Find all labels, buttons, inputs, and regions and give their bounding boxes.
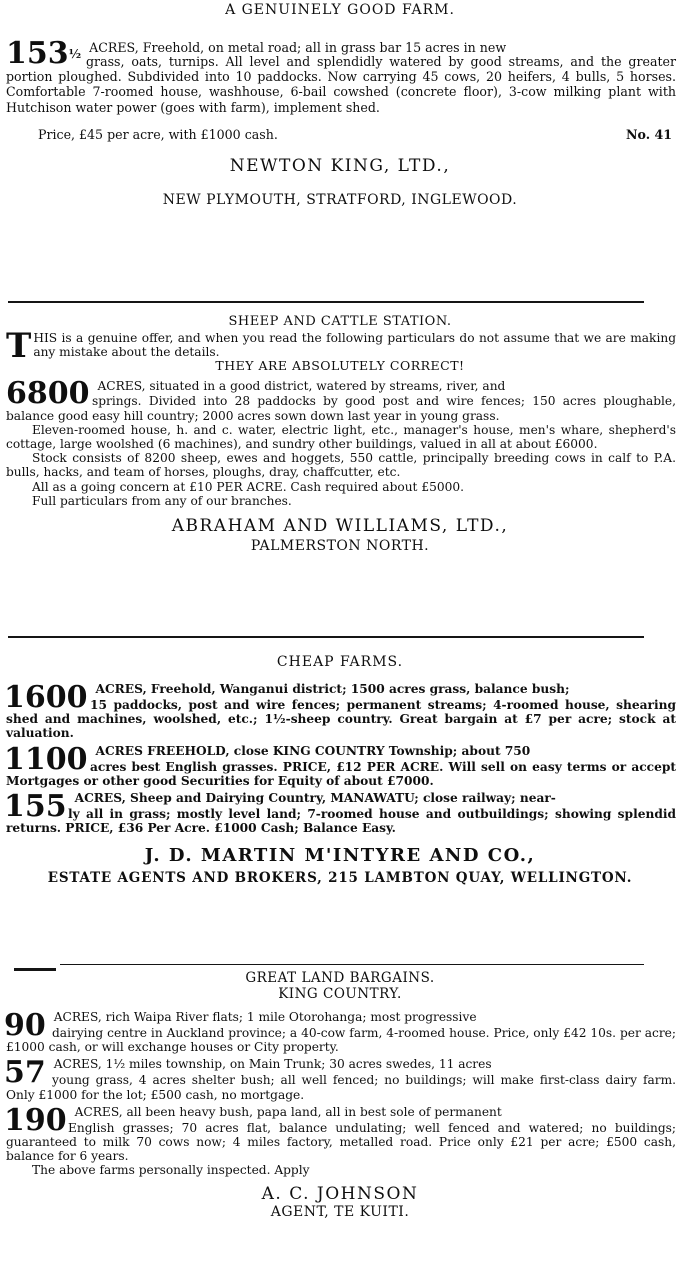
acreage-number: 190 — [4, 1102, 67, 1138]
listing-90 — [0, 1010, 680, 1054]
listing-body: young grass, 4 acres shelter bush; all well fenced; no buildings; will make first-class dairy farm. Only £1000 for the lot; £500 cash, no mortgage. — [6, 1073, 676, 1102]
firm-name: ABRAHAM AND WILLIAMS, LTD., — [171, 516, 509, 537]
intro-paragraph: THIS is a genuine offer, and when you read the following particulars do not assume that we are making any mistake about the details. — [6, 326, 676, 366]
listing-first-line: ACRES, Freehold, on metal road; all in grass bar 15 acres in new — [89, 40, 507, 55]
acreage-number: 90 — [4, 1008, 46, 1043]
listing-body: dairying centre in Auckland province; a 40-cow farm, 4-roomed house. Price, only £42 10s. per acre; £1000 cash, or will exchange houses or City property. — [6, 1026, 676, 1055]
price-text: Price, £45 per acre, with £1000 cash. — [38, 126, 278, 142]
listing-first-line: ACRES, Freehold, Wanganui district; 1500 acres grass, balance bush; — [95, 682, 570, 696]
reference-number: No. 41 — [626, 126, 672, 142]
agent-title: AGENT, TE KUITI. — [270, 1203, 410, 1220]
drop-cap: T — [6, 326, 32, 366]
price-row — [0, 127, 680, 142]
ad-heading: SHEEP AND CATTLE STATION. — [228, 314, 452, 329]
buildings-paragraph: Eleven-roomed house, h. and c. water, electric light, etc., manager's house, men's whare, shepherd's cottage, large woolshed (6 machines), and sundry other buildings, valued in all at about £6000. — [6, 422, 676, 452]
listing-body: acres best English grasses. PRICE, £12 PER ACRE. Will sell on easy terms or accept Mortgages or other good Securities for Equity of about £7000. — [6, 759, 676, 788]
emphasis-line: THEY ARE ABSOLUTELY CORRECT! — [215, 358, 465, 374]
listing-first-line: ACRES, all been heavy bush, papa land, all in best sole of permanent — [74, 1104, 502, 1119]
ad-heading: A GENUINELY GOOD FARM. — [225, 2, 455, 18]
acreage-number: $153^{\frac{1}{2}}$ — [6, 36, 82, 71]
firm-name: J. D. MARTIN M'INTYRE AND CO., — [144, 845, 536, 867]
listing-body: springs. Divided into 28 paddocks by good post and wire fences; 150 acres ploughable, balance good easy hill country; 2000 acres sown down last year in young grass. — [6, 394, 676, 423]
listing-body: grass, oats, turnips. All level and splendidly watered by good streams, and the greater portion ploughed. Subdivided into 10 paddocks. Now carrying 45 cows, 20 heifers, 4 bulls, 5 horses. Comfortable 7-roomed house, washhouse, 6-bail cowshed (concrete floor), 3-cow milking plant with Hutchison water power (goes with farm), implement shed. — [6, 54, 676, 115]
listing-first-line: ACRES, situated in a good district, watered by streams, river, and — [97, 379, 506, 394]
section-divider — [8, 301, 644, 303]
branches-paragraph: Full particulars from any of our branches. — [32, 493, 292, 508]
ad-martin-mcintyre — [0, 654, 680, 886]
stock-paragraph: Stock consists of 8200 sheep, ewes and hoggets, 550 cattle, principally breeding cows in calf to P.A. bulls, hacks, and team of horses, ploughs, dray, chaffcutter, etc. — [6, 451, 676, 480]
listing-body: 15 paddocks, post and wire fences; permanent streams; 4-roomed house, shearing shed and machines, woolshed, etc.; 1½-sheep country. Great bargain at £7 per acre; stock at valuation. — [6, 698, 676, 741]
firm-towns: NEW PLYMOUTH, STRATFORD, INGLEWOOD. — [162, 191, 518, 208]
ad-newton-king — [0, 0, 680, 208]
ad-heading: GREAT LAND BARGAINS. — [245, 970, 435, 986]
firm-town: PALMERSTON NORTH. — [250, 538, 430, 555]
listing-body: ly all in grass; mostly level land; 7-roomed house and outbuildings; showing splendid returns. PRICE, £36 Per Acre. £1000 Cash; Balance Easy. — [6, 807, 676, 836]
section-divider — [8, 636, 644, 638]
section-divider — [60, 964, 644, 965]
listing-155 — [0, 791, 680, 835]
acreage-number: 6800 — [6, 376, 90, 412]
listing-1100 — [0, 741, 680, 788]
acreage-number: 1100 — [4, 741, 88, 777]
listing-body: English grasses; 70 acres flat, balance undulating; well fenced and watered; no buildings; guaranteed to milk 70 cows now; 4 miles factory, metalled road. Price only £21 per acre; £500 cash, balance for 6 years. — [6, 1120, 676, 1164]
firm-name: NEWTON KING, LTD., — [229, 155, 451, 176]
listing-first-line: ACRES FREEHOLD, close KING COUNTRY Township; about 750 — [95, 743, 531, 758]
ad-heading: CHEAP FARMS. — [276, 654, 404, 670]
listing-57 — [0, 1057, 680, 1101]
ad-johnson — [0, 970, 680, 1220]
listing-1600 — [0, 682, 680, 741]
ad-subheading: KING COUNTRY. — [278, 986, 402, 1002]
listing-first-line: ACRES, Sheep and Dairying Country, MANAWATU; close railway; near- — [74, 791, 556, 806]
acreage-number: 57 — [4, 1055, 46, 1091]
agent-name: A. C. JOHNSON — [261, 1183, 419, 1204]
listing-first-line: ACRES, rich Waipa River flats; 1 mile Otorohanga; most progressive — [53, 1010, 477, 1024]
ad-abraham-williams — [0, 314, 680, 554]
listing-190 — [0, 1102, 680, 1164]
acreage-number: 1600 — [4, 680, 88, 715]
acreage-number: 155 — [4, 789, 67, 825]
listing-first-line: ACRES, 1½ miles township, on Main Trunk; 30 acres swedes, 11 acres — [53, 1057, 492, 1072]
closing-line: The above farms personally inspected. Apply — [32, 1163, 310, 1178]
terms-paragraph: All as a going concern at £10 PER ACRE. Cash required about £5000. — [32, 479, 464, 494]
firm-address: ESTATE AGENTS AND BROKERS, 215 LAMBTON QUAY, WELLINGTON. — [47, 870, 633, 887]
